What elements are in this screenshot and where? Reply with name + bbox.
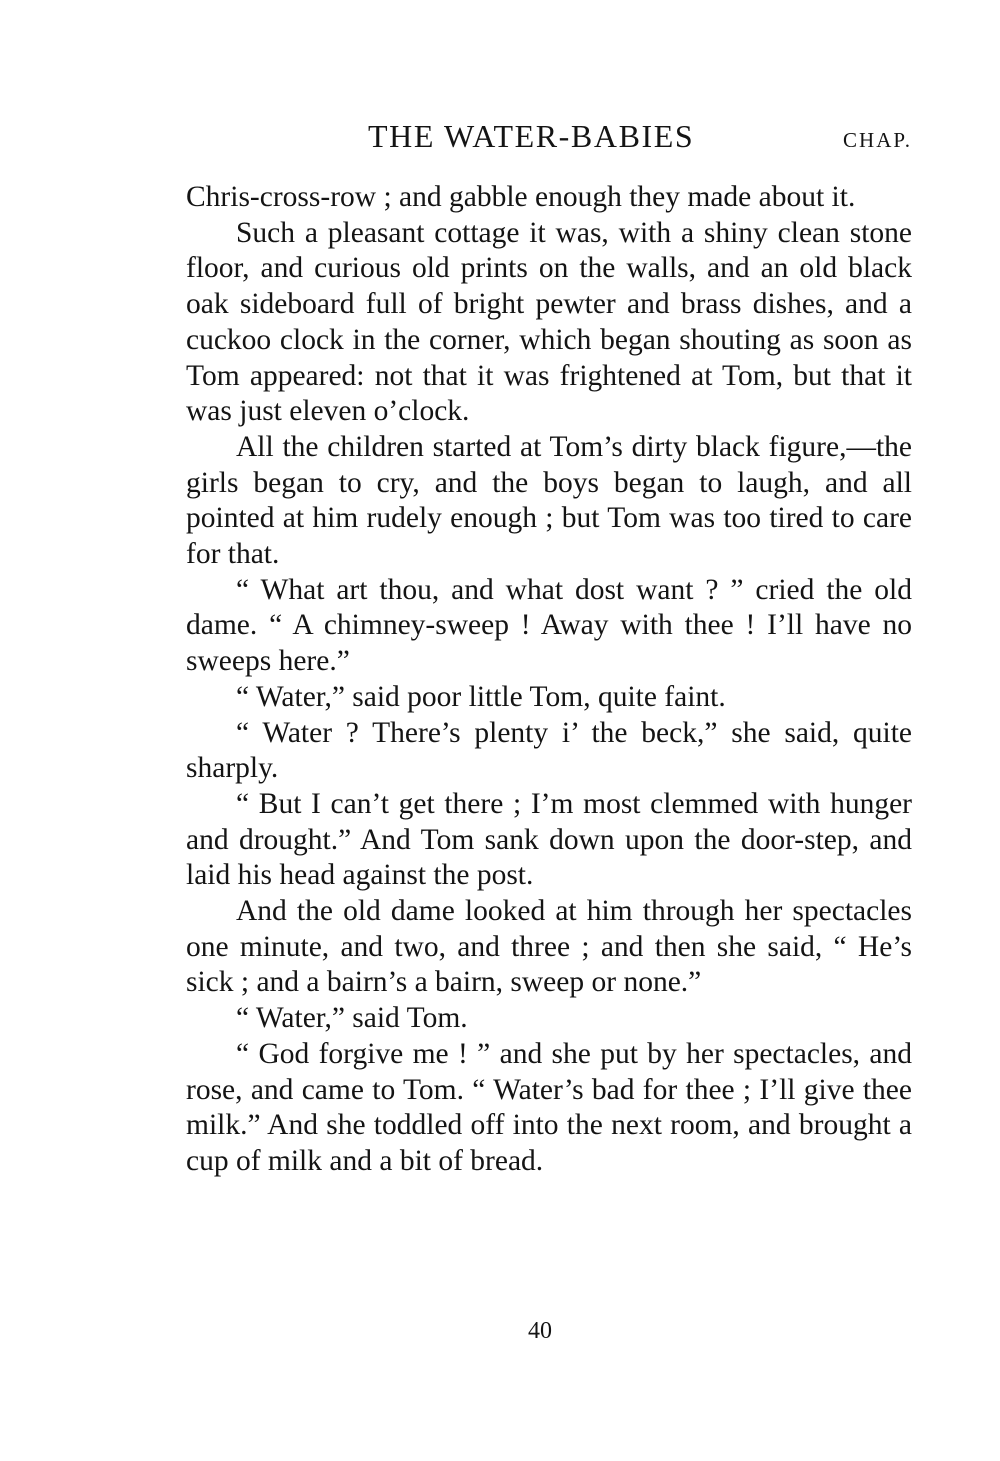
paragraph: “ Water,” said Tom. bbox=[236, 1002, 468, 1035]
paragraph: “ Water,” said poor little Tom, quite faint. bbox=[236, 680, 726, 713]
running-title: THE WATER-BABIES bbox=[368, 118, 695, 154]
chapter-label: CHAP. bbox=[843, 128, 912, 152]
paragraph: “ Water ? There’s plenty i’ the beck,” she said, quite sharply. bbox=[186, 716, 912, 785]
paragraph: All the children started at Tom’s dirty black figure,—the girls began to cry, and the boys began to laugh, and all pointed at him rudely enough ; but Tom was too tired to care for that. bbox=[186, 430, 912, 571]
paragraph: And the old dame looked at him through her spectacles one minute, and two, and three ; and then she said, “ He’s sick ; and a bairn’s a bairn, sweep or none.” bbox=[186, 895, 912, 999]
paragraph: “ What art thou, and what dost want ? ” cried the old dame. “ A chimney-sweep ! Away with thee ! I’ll have no sweeps here.” bbox=[186, 573, 912, 678]
page-number: 40 bbox=[528, 1318, 552, 1344]
paragraph: Such a pleasant cottage it was, with a shiny clean stone floor, and curious old prints on the walls, and an old black oak sideboard full of bright pewter and brass dishes, and a cuckoo clock in the corner, which began shouting as soon as Tom appeared: not that it was frightened at Tom, but that it was just eleven o’clock. bbox=[186, 216, 912, 428]
body-text bbox=[186, 180, 912, 1180]
paragraph: Chris-cross-row ; and gabble enough they made about it. bbox=[186, 181, 856, 213]
paragraph: “ But I can’t get there ; I’m most clemmed with hunger and drought.” And Tom sank down upon the door-step, and laid his head against the post. bbox=[186, 787, 912, 892]
page-header bbox=[190, 118, 912, 162]
paragraph: “ God forgive me ! ” and she put by her spectacles, and rose, and came to Tom. “ Water’s bad for thee ; I’ll give thee milk.” And she toddled off into the next room, and brought a cup of milk and a bit of bread. bbox=[186, 1037, 912, 1177]
